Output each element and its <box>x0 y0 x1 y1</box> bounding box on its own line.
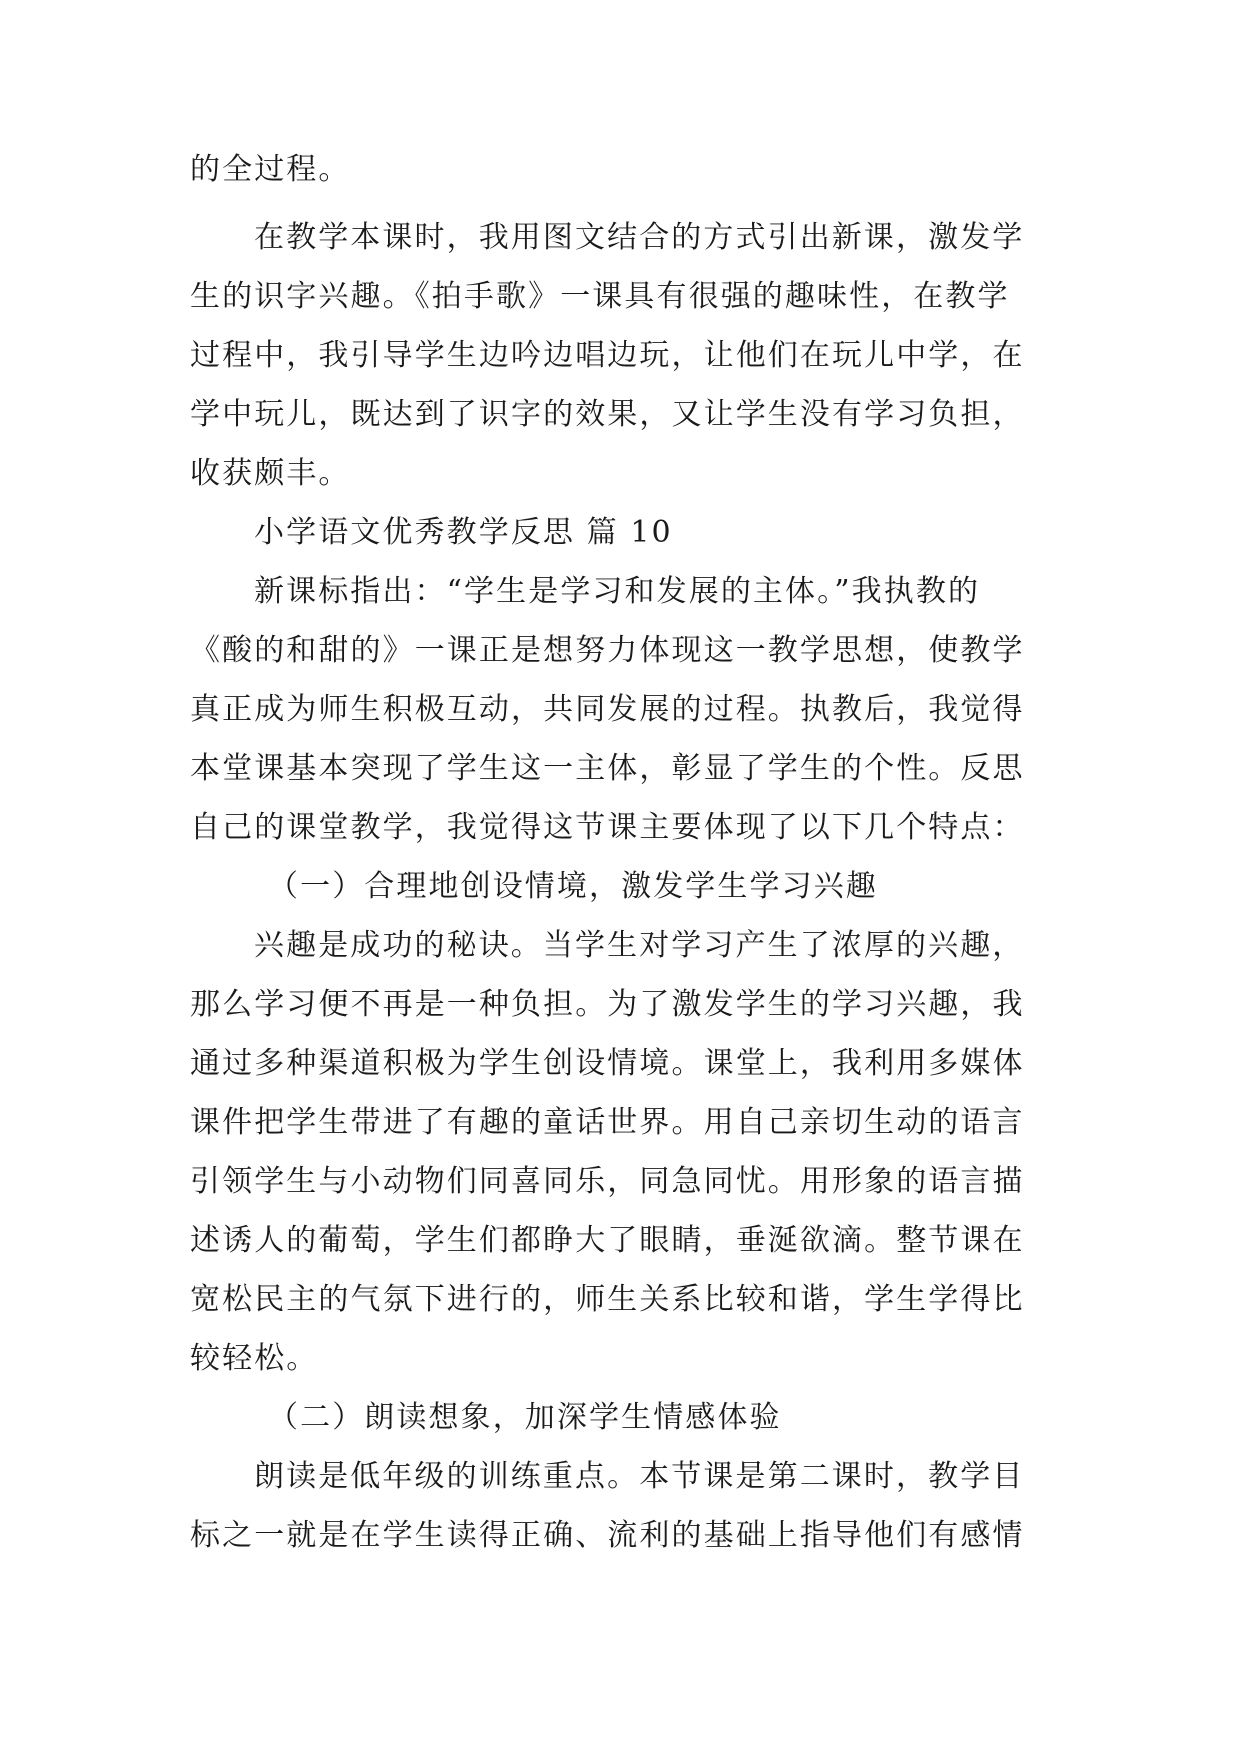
paragraph-line: 通过多种渠道积极为学生创设情境。课堂上，我利用多媒体 <box>190 1046 1025 1081</box>
subsection-heading: （一）合理地创设情境，激发学生学习兴趣 <box>268 869 878 904</box>
paragraph-line: 在教学本课时，我用图文结合的方式引出新课，激发学 <box>254 220 1025 255</box>
paragraph-line: 学中玩儿，既达到了识字的效果，又让学生没有学习负担， <box>190 397 1025 432</box>
paragraph-line: 引领学生与小动物们同喜同乐，同急同忧。用形象的语言描 <box>190 1164 1025 1199</box>
paragraph-line: 宽松民主的气氛下进行的，师生关系比较和谐，学生学得比 <box>190 1282 1025 1317</box>
paragraph-line: 述诱人的葡萄，学生们都睁大了眼睛，垂涎欲滴。整节课在 <box>190 1223 1025 1258</box>
paragraph-line: 那么学习便不再是一种负担。为了激发学生的学习兴趣，我 <box>190 987 1025 1022</box>
paragraph-line: 的全过程。 <box>190 152 351 187</box>
paragraph-line: 过程中，我引导学生边吟边唱边玩，让他们在玩儿中学，在 <box>190 338 1025 373</box>
subsection-heading: （二）朗读想象，加深学生情感体验 <box>268 1400 782 1435</box>
paragraph-line: 新课标指出：“学生是学习和发展的主体。”我执教的 <box>254 574 981 609</box>
paragraph-line: 收获颇丰。 <box>190 456 351 491</box>
section-heading: 小学语文优秀教学反思 篇 10 <box>254 515 673 550</box>
paragraph-line: 课件把学生带进了有趣的童话世界。用自己亲切生动的语言 <box>190 1105 1025 1140</box>
paragraph-line: 真正成为师生积极互动，共同发展的过程。执教后，我觉得 <box>190 692 1025 727</box>
paragraph-line: 朗读是低年级的训练重点。本节课是第二课时，教学目 <box>254 1459 1025 1494</box>
paragraph-line: 生的识字兴趣。《拍手歌》一课具有很强的趣味性，在教学 <box>190 279 1010 314</box>
paragraph-line: 兴趣是成功的秘诀。当学生对学习产生了浓厚的兴趣， <box>254 928 1025 963</box>
paragraph-line: 自己的课堂教学，我觉得这节课主要体现了以下几个特点： <box>190 810 1025 845</box>
paragraph-line: 本堂课基本突现了学生这一主体，彰显了学生的个性。反思 <box>190 751 1025 786</box>
paragraph-line: 《酸的和甜的》一课正是想努力体现这一教学思想，使教学 <box>190 633 1025 668</box>
paragraph-line: 标之一就是在学生读得正确、流利的基础上指导他们有感情 <box>190 1518 1025 1553</box>
paragraph-line: 较轻松。 <box>190 1341 319 1376</box>
